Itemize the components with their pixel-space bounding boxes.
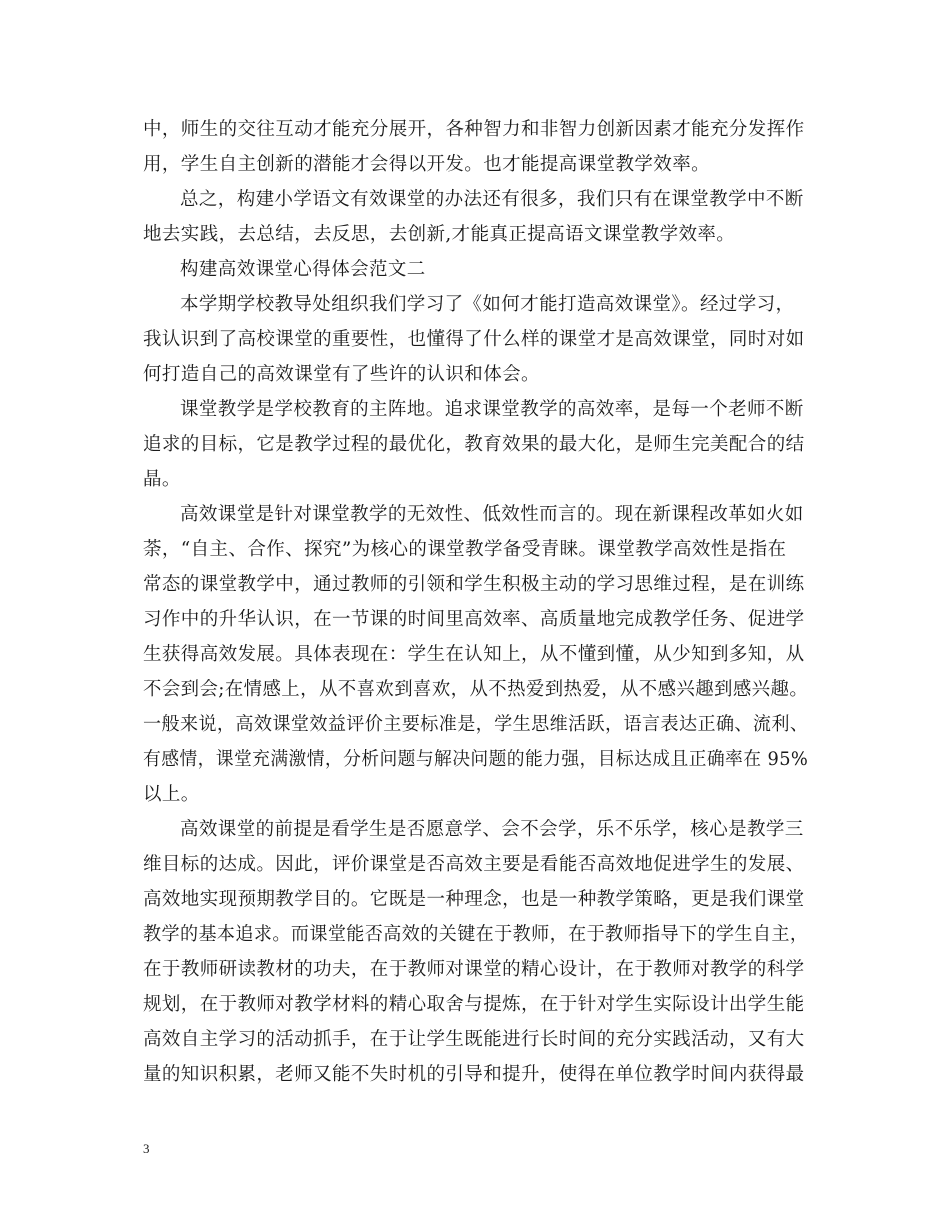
text-line: 规划，在于教师对教学材料的精心取舍与提炼，在于针对学生实际设计出学生能	[143, 994, 805, 1015]
text-line: 量的知识积累，老师又能不失时机的引导和提升，使得在单位教学时间内获得最	[143, 1064, 805, 1085]
text-line: 高效自主学习的活动抓手，在于让学生既能进行长时间的充分实践活动，又有大	[143, 1029, 805, 1050]
text-line: 何打造自己的高效课堂有了些许的认识和体会。	[143, 364, 540, 385]
text-line: 晶。	[143, 469, 181, 490]
text-line: 教学的基本追求。而课堂能否高效的关键在于教师，在于教师指导下的学生自主，	[143, 924, 809, 945]
text-line: 课堂教学是学校教育的主阵地。追求课堂教学的高效率，是每一个老师不断	[180, 399, 804, 420]
text-line: 维目标的达成。因此，评价课堂是否高效主要是看能否高效地促进学生的发展、	[143, 854, 805, 875]
text-line: 习作中的升华认识，在一节课的时间里高效率、高质量地完成教学任务、促进学	[143, 609, 805, 630]
text-line: 高效课堂是针对课堂教学的无效性、低效性而言的。现在新课程改革如火如	[180, 504, 804, 525]
text-line: 地去实践，去总结，去反思，去创新,才能真正提高语文课堂教学效率。	[143, 224, 736, 245]
text-line: 总之，构建小学语文有效课堂的办法还有很多，我们只有在课堂教学中不断	[180, 189, 804, 210]
text-line: 高效地实现预期教学目的。它既是一种理念，也是一种教学策略，更是我们课堂	[143, 889, 805, 910]
text-line: 以上。	[143, 784, 200, 805]
text-line: 一般来说，高效课堂效益评价主要标准是，学生思维活跃，语言表达正确、流利、	[143, 714, 809, 735]
text-line: 荼，“自主、合作、探究”为核心的课堂教学备受青睐。课堂教学高效性是指在	[143, 539, 787, 560]
text-line: 本学期学校教导处组织我们学习了《如何才能打造高效课堂》。经过学习，	[180, 294, 795, 315]
section-heading: 构建高效课堂心得体会范文二	[180, 259, 426, 280]
page-number: 3	[143, 1141, 150, 1156]
text-line: 用，学生自主创新的潜能才会得以开发。也才能提高课堂教学效率。	[143, 154, 711, 175]
text-line: 常态的课堂教学中，通过教师的引领和学生积极主动的学习思维过程，是在训练	[143, 574, 805, 595]
text-line: 生获得高效发展。具体表现在：学生在认知上，从不懂到懂，从少知到多知，从	[143, 644, 805, 665]
text-line: 高效课堂的前提是看学生是否愿意学、会不会学，乐不乐学，核心是教学三	[180, 819, 804, 840]
text-line: 我认识到了高校课堂的重要性，也懂得了什么样的课堂才是高效课堂，同时对如	[143, 329, 805, 350]
text-line: 有感情，课堂充满激情，分析问题与解决问题的能力强，目标达成且正确率在 95%	[143, 749, 809, 770]
text-line: 不会到会;在情感上，从不喜欢到喜欢，从不热爱到热爱，从不感兴趣到感兴趣。	[143, 679, 809, 700]
text-line: 中，师生的交往互动才能充分展开，各种智力和非智力创新因素才能充分发挥作	[143, 119, 805, 140]
text-line: 在于教师研读教材的功夫，在于教师对课堂的精心设计，在于教师对教学的科学	[143, 959, 805, 980]
text-line: 追求的目标，它是教学过程的最优化，教育效果的最大化，是师生完美配合的结	[143, 434, 805, 455]
